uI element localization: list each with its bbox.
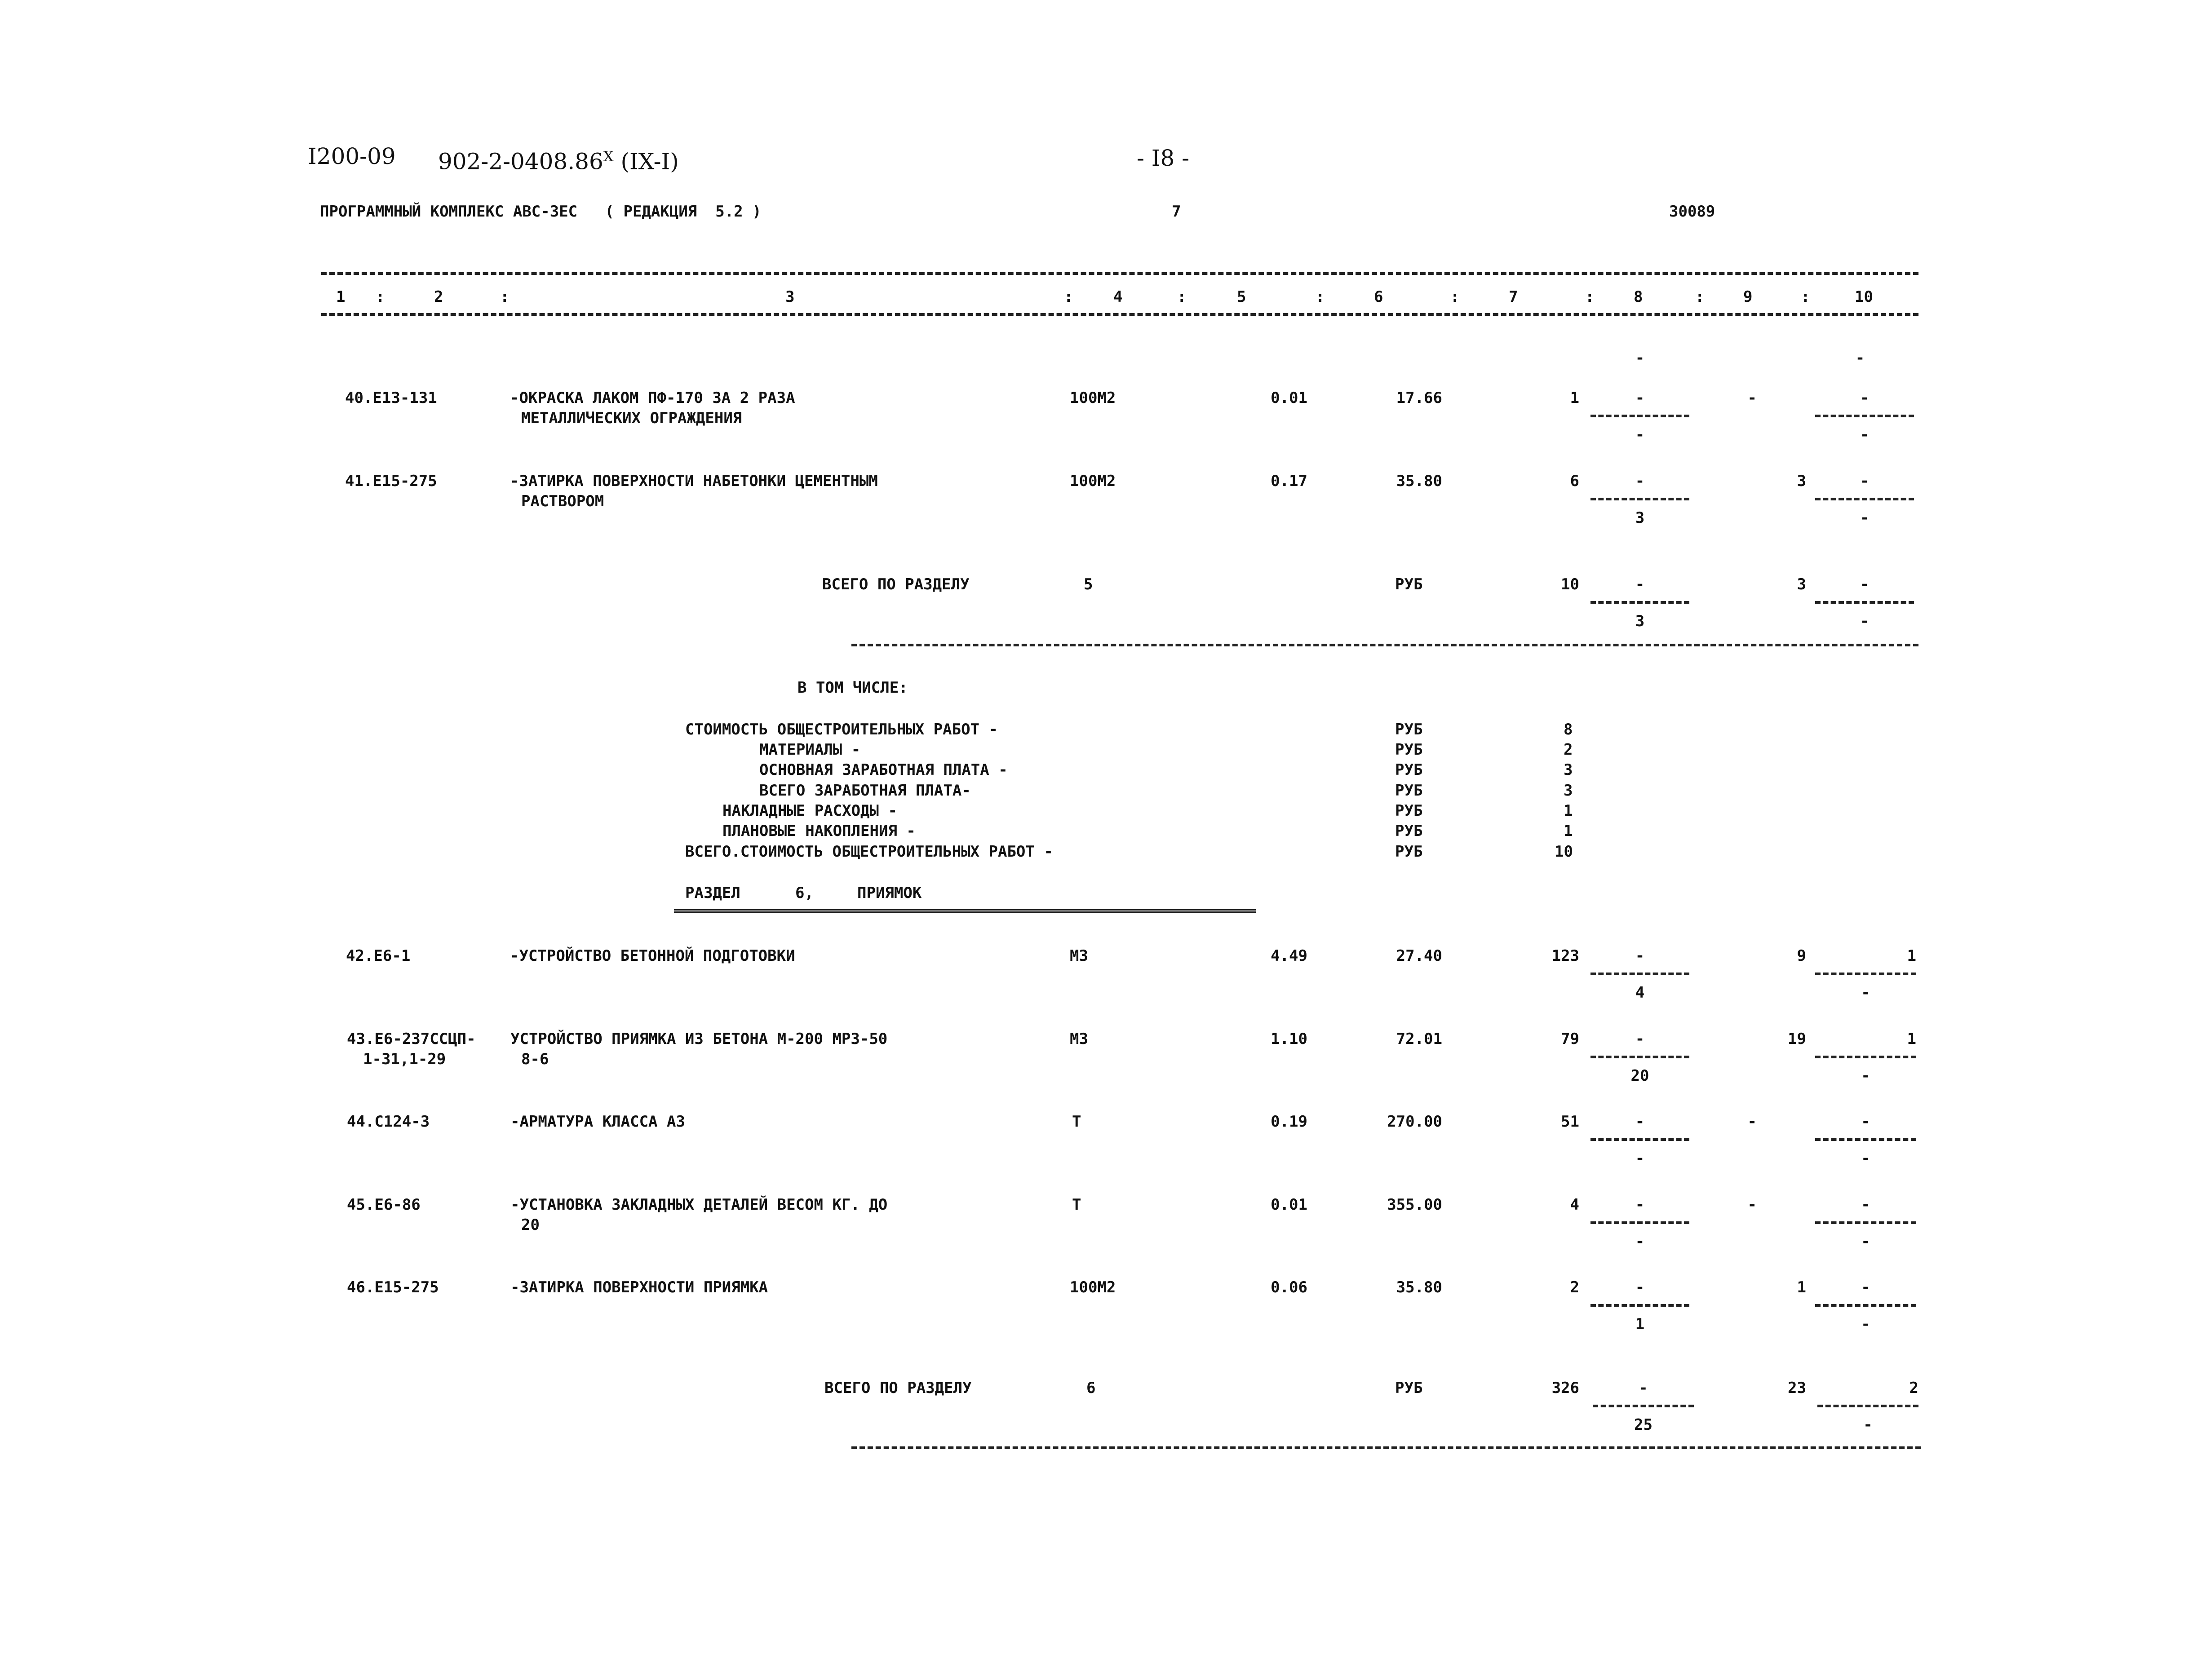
breakdown-value: 10 bbox=[1555, 843, 1573, 861]
project-code bbox=[438, 143, 679, 175]
breakdown-unit: РУБ bbox=[1395, 721, 1423, 738]
breakdown-label: НАКЛАДНЫЕ РАСХОДЫ - bbox=[722, 802, 897, 820]
breakdown-unit: РУБ bbox=[1395, 802, 1423, 820]
row-col10-top: - bbox=[1861, 1113, 1870, 1131]
row-col10-bottom: - bbox=[1861, 984, 1870, 1002]
fraction-rule bbox=[1817, 1405, 1918, 1407]
row-col8-bottom: - bbox=[1635, 426, 1645, 444]
section-end-rule bbox=[851, 1446, 1921, 1449]
row-col10-top: - bbox=[1860, 472, 1870, 490]
total-label: ВСЕГО ПО РАЗДЕЛУ bbox=[822, 575, 970, 593]
row-description: УСТРОЙСТВО ПРИЯМКА ИЗ БЕТОНА М-200 МРЗ-50 bbox=[510, 1030, 888, 1048]
row-col8-top: - bbox=[1635, 1196, 1645, 1214]
total-col8-bottom: 3 bbox=[1635, 612, 1645, 630]
section-heading-label: РАЗДЕЛ bbox=[685, 884, 740, 902]
total-label: ВСЕГО ПО РАЗДЕЛУ bbox=[824, 1379, 972, 1397]
row-col8-bottom: - bbox=[1635, 1149, 1645, 1167]
row-col10-bottom: - bbox=[1860, 509, 1870, 527]
row-description: -УСТРОЙСТВО БЕТОННОЙ ПОДГОТОВКИ bbox=[510, 947, 795, 965]
section-heading-number: 6, bbox=[795, 884, 814, 902]
fraction-rule bbox=[1593, 1405, 1694, 1407]
breakdown-unit: РУБ bbox=[1395, 822, 1423, 840]
column-separator: : bbox=[1801, 288, 1810, 306]
row-description: -УСТАНОВКА ЗАКЛАДНЫХ ДЕТАЛЕЙ ВЕСОМ КГ. ДО bbox=[510, 1196, 888, 1214]
total-col8-top: - bbox=[1639, 1379, 1648, 1397]
row-unit: М3 bbox=[1070, 1030, 1088, 1048]
breakdown-value: 3 bbox=[1564, 761, 1573, 779]
row-code: 46.E15-275 bbox=[347, 1278, 439, 1296]
row-description-cont: РАСТВОРОМ bbox=[521, 492, 604, 510]
row-unit: Т bbox=[1072, 1113, 1081, 1131]
total-unit: РУБ bbox=[1395, 575, 1423, 593]
row-description: -ЗАТИРКА ПОВЕРХНОСТИ НАБЕТОНКИ ЦЕМЕНТНЫМ bbox=[510, 472, 878, 490]
row-col7: 123 bbox=[1551, 947, 1579, 965]
row-unit-price: 17.66 bbox=[1396, 389, 1442, 407]
row-col9: - bbox=[1747, 389, 1757, 407]
row-col7: 1 bbox=[1570, 389, 1579, 407]
fraction-rule bbox=[1815, 415, 1914, 417]
doc-code: I200-09 bbox=[308, 143, 396, 169]
fraction-rule bbox=[1590, 498, 1689, 500]
row-description: -ЗАТИРКА ПОВЕРХНОСТИ ПРИЯМКА bbox=[510, 1278, 768, 1296]
row-code: 43.E6-237ССЦП- bbox=[347, 1030, 476, 1048]
column-header-6: 6 bbox=[1374, 288, 1383, 306]
breakdown-label: ВСЕГО ЗАРАБОТНАЯ ПЛАТА- bbox=[759, 782, 971, 800]
row-col8-top: - bbox=[1635, 389, 1645, 407]
row-col7: 79 bbox=[1561, 1030, 1579, 1048]
row-code: 40.E13-131 bbox=[345, 389, 437, 407]
table-top-rule bbox=[321, 272, 1918, 275]
row-description-cont: 8-6 bbox=[521, 1050, 549, 1068]
breakdown-unit: РУБ bbox=[1395, 782, 1423, 800]
row-description-cont: МЕТАЛЛИЧЕСКИХ ОГРАЖДЕНИЯ bbox=[521, 409, 742, 427]
fraction-rule bbox=[1590, 1056, 1689, 1058]
total-col10-top: - bbox=[1860, 575, 1870, 593]
row-quantity: 4.49 bbox=[1271, 947, 1307, 965]
row-col10-bottom: - bbox=[1861, 1233, 1870, 1251]
section-end-rule bbox=[851, 644, 1918, 646]
column-separator: : bbox=[1177, 288, 1187, 306]
fraction-rule bbox=[1590, 1138, 1689, 1141]
row-col8-top: - bbox=[1635, 1278, 1645, 1296]
row-col10-top: - bbox=[1861, 1196, 1870, 1214]
row-unit-price: 35.80 bbox=[1396, 1278, 1442, 1296]
row-unit-price: 270.00 bbox=[1387, 1113, 1442, 1131]
total-col7: 326 bbox=[1551, 1379, 1579, 1397]
breakdown-label: ОСНОВНАЯ ЗАРАБОТНАЯ ПЛАТА - bbox=[759, 761, 1008, 779]
total-col7: 10 bbox=[1561, 575, 1579, 593]
row-col7: 2 bbox=[1570, 1278, 1579, 1296]
row-col9: 3 bbox=[1797, 472, 1806, 490]
row-unit: Т bbox=[1072, 1196, 1081, 1214]
column-separator: : bbox=[500, 288, 509, 306]
column-separator: : bbox=[1695, 288, 1705, 306]
row-col10-bottom: - bbox=[1860, 426, 1870, 444]
section-heading-name: ПРИЯМОК bbox=[857, 884, 922, 902]
breakdown-unit: РУБ bbox=[1395, 843, 1423, 861]
fraction-rule bbox=[1815, 973, 1916, 975]
project-code-main: 902-2-0408.86 bbox=[438, 148, 603, 175]
row-col7: 51 bbox=[1561, 1113, 1579, 1131]
row-quantity: 0.17 bbox=[1271, 472, 1307, 490]
row-quantity: 0.06 bbox=[1271, 1278, 1307, 1296]
pre-mark-col10: - bbox=[1855, 349, 1865, 367]
row-col10-top: 1 bbox=[1907, 947, 1916, 965]
page-number: - I8 - bbox=[1137, 145, 1190, 171]
including-title: В ТОМ ЧИСЛЕ: bbox=[797, 679, 908, 697]
row-unit: 100М2 bbox=[1070, 389, 1116, 407]
row-unit: 100М2 bbox=[1070, 472, 1116, 490]
row-col9: - bbox=[1747, 1113, 1757, 1131]
row-code-cont: 1-31,1-29 bbox=[363, 1050, 446, 1068]
total-col10-top: 2 bbox=[1909, 1379, 1918, 1397]
column-separator: : bbox=[1450, 288, 1460, 306]
row-unit: 100М2 bbox=[1070, 1278, 1116, 1296]
row-col8-top: - bbox=[1635, 1113, 1645, 1131]
total-section-number: 5 bbox=[1084, 575, 1093, 593]
row-col10-top: - bbox=[1860, 389, 1870, 407]
breakdown-unit: РУБ bbox=[1395, 761, 1423, 779]
row-code: 41.E15-275 bbox=[345, 472, 437, 490]
row-col7: 4 bbox=[1570, 1196, 1579, 1214]
row-col8-bottom: 1 bbox=[1635, 1315, 1645, 1333]
row-quantity: 0.01 bbox=[1271, 389, 1307, 407]
fraction-rule bbox=[1815, 601, 1914, 604]
total-col9: 23 bbox=[1788, 1379, 1806, 1397]
breakdown-unit: РУБ bbox=[1395, 741, 1423, 759]
fraction-rule bbox=[1815, 1138, 1916, 1141]
column-header-5: 5 bbox=[1237, 288, 1246, 306]
breakdown-value: 1 bbox=[1564, 802, 1573, 820]
table-header-rule bbox=[321, 313, 1918, 316]
breakdown-value: 3 bbox=[1564, 782, 1573, 800]
total-col8-bottom: 25 bbox=[1634, 1416, 1653, 1434]
fraction-rule bbox=[1815, 1221, 1916, 1224]
fraction-rule bbox=[1590, 1304, 1689, 1307]
column-separator: : bbox=[376, 288, 385, 306]
column-separator: : bbox=[1316, 288, 1325, 306]
fraction-rule bbox=[1590, 1221, 1689, 1224]
column-header-10: 10 bbox=[1855, 288, 1873, 306]
breakdown-value: 2 bbox=[1564, 741, 1573, 759]
fraction-rule bbox=[1815, 498, 1914, 500]
total-section-number: 6 bbox=[1086, 1379, 1096, 1397]
column-header-9: 9 bbox=[1743, 288, 1753, 306]
row-col7: 6 bbox=[1570, 472, 1579, 490]
total-col10-bottom: - bbox=[1860, 612, 1870, 630]
breakdown-label: ВСЕГО.СТОИМОСТЬ ОБЩЕСТРОИТЕЛЬНЫХ РАБОТ - bbox=[685, 843, 1053, 861]
fraction-rule bbox=[1590, 973, 1689, 975]
row-col8-bottom: 4 bbox=[1635, 984, 1645, 1002]
row-col9: 9 bbox=[1797, 947, 1806, 965]
column-header-2: 2 bbox=[434, 288, 443, 306]
sheet-number: 7 bbox=[1172, 203, 1181, 221]
row-code: 45.E6-86 bbox=[347, 1196, 421, 1214]
row-description: -ОКРАСКА ЛАКОМ ПФ-170 ЗА 2 РАЗА bbox=[510, 389, 795, 407]
column-header-1: 1 bbox=[336, 288, 346, 306]
total-col10-bottom: - bbox=[1863, 1416, 1873, 1434]
row-col8-bottom: - bbox=[1635, 1233, 1645, 1251]
project-code-suffix: (IX-I) bbox=[620, 148, 679, 175]
row-quantity: 1.10 bbox=[1271, 1030, 1307, 1048]
total-col8-top: - bbox=[1635, 575, 1645, 593]
project-code-sup: X bbox=[603, 148, 614, 165]
row-col8-bottom: 20 bbox=[1630, 1067, 1649, 1085]
row-col9: - bbox=[1747, 1196, 1757, 1214]
fraction-rule bbox=[1590, 601, 1689, 604]
fraction-rule bbox=[1815, 1304, 1916, 1307]
row-code: 44.С124-3 bbox=[347, 1113, 430, 1131]
fraction-rule bbox=[1815, 1056, 1916, 1058]
row-col10-bottom: - bbox=[1861, 1149, 1870, 1167]
row-description: -АРМАТУРА КЛАССА А3 bbox=[510, 1113, 685, 1131]
row-col8-top: - bbox=[1635, 1030, 1645, 1048]
row-col9: 19 bbox=[1788, 1030, 1806, 1048]
row-code: 42.E6-1 bbox=[346, 947, 411, 965]
row-col10-bottom: - bbox=[1861, 1067, 1870, 1085]
row-quantity: 0.01 bbox=[1271, 1196, 1307, 1214]
column-separator: : bbox=[1064, 288, 1073, 306]
breakdown-value: 8 bbox=[1564, 721, 1573, 738]
column-header-7: 7 bbox=[1509, 288, 1518, 306]
breakdown-label: ПЛАНОВЫЕ НАКОПЛЕНИЯ - bbox=[722, 822, 916, 840]
total-col9: 3 bbox=[1797, 575, 1806, 593]
row-col8-top: - bbox=[1635, 947, 1645, 965]
column-separator: : bbox=[1585, 288, 1595, 306]
breakdown-label: МАТЕРИАЛЫ - bbox=[759, 741, 861, 759]
row-col8-top: - bbox=[1635, 472, 1645, 490]
row-col10-bottom: - bbox=[1861, 1315, 1870, 1333]
breakdown-value: 1 bbox=[1564, 822, 1573, 840]
column-header-8: 8 bbox=[1634, 288, 1643, 306]
row-unit-price: 27.40 bbox=[1396, 947, 1442, 965]
pre-mark-col8: - bbox=[1635, 349, 1645, 367]
document-id: 30089 bbox=[1669, 203, 1715, 221]
row-col10-top: - bbox=[1861, 1278, 1870, 1296]
breakdown-label: СТОИМОСТЬ ОБЩЕСТРОИТЕЛЬНЫХ РАБОТ - bbox=[685, 721, 998, 738]
column-header-4: 4 bbox=[1113, 288, 1123, 306]
row-unit-price: 35.80 bbox=[1396, 472, 1442, 490]
row-col8-bottom: 3 bbox=[1635, 509, 1645, 527]
total-unit: РУБ bbox=[1395, 1379, 1423, 1397]
row-unit: М3 bbox=[1070, 947, 1088, 965]
program-line: ПРОГРАММНЫЙ КОМПЛЕКС АВС-ЗЕС ( РЕДАКЦИЯ 5.2 ) bbox=[320, 203, 762, 221]
section-heading-underline bbox=[674, 909, 1256, 913]
row-unit-price: 355.00 bbox=[1387, 1196, 1442, 1214]
row-quantity: 0.19 bbox=[1271, 1113, 1307, 1131]
row-col10-top: 1 bbox=[1907, 1030, 1916, 1048]
fraction-rule bbox=[1590, 415, 1689, 417]
row-description-cont: 20 bbox=[521, 1216, 540, 1234]
row-col9: 1 bbox=[1797, 1278, 1806, 1296]
row-unit-price: 72.01 bbox=[1396, 1030, 1442, 1048]
column-header-3: 3 bbox=[785, 288, 795, 306]
